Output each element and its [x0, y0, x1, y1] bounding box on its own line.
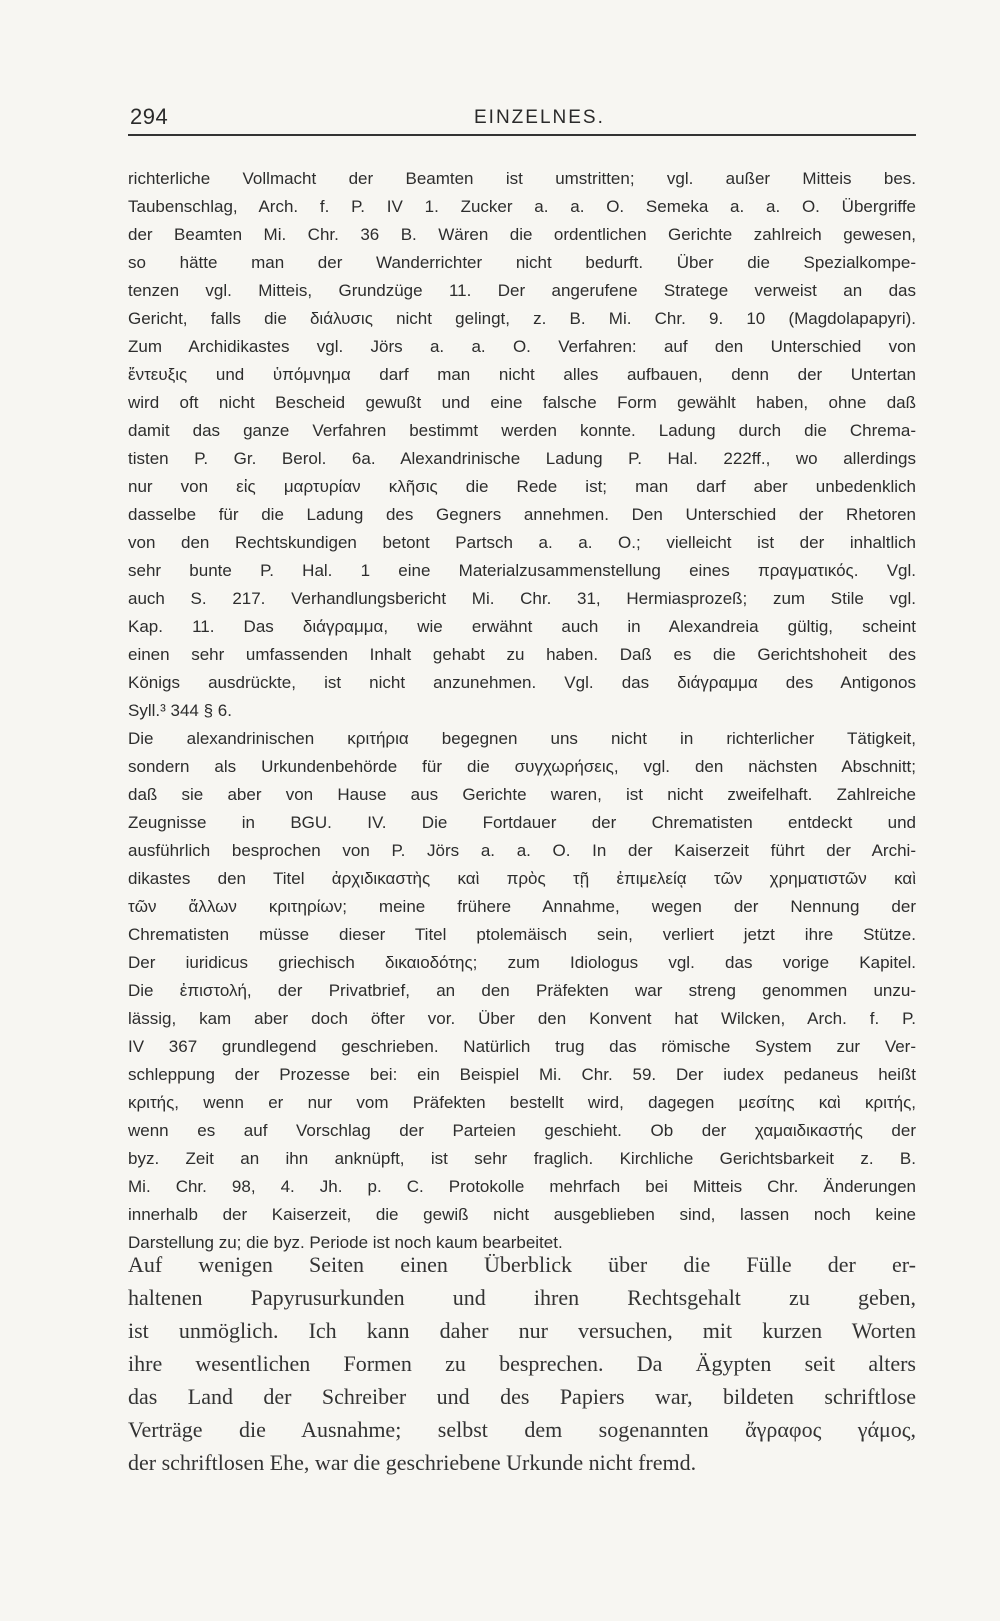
note-line: dikastes den Titel ἀρχιδικαστὴς καὶ πρὸς τῇ ἐπιμελείᾳ τῶν χρηματιστῶν καὶ [128, 869, 916, 888]
note-line: sehr bunte P. Hal. 1 eine Materialzusammenstellung eines πραγματικός. Vgl. [128, 561, 916, 580]
note-line: Chrematisten müsse dieser Titel ptolemäisch sein, verliert jetzt ihre Stütze. [128, 925, 916, 944]
note-line: κριτής, wenn er nur vom Präfekten bestellt wird, dagegen μεσίτης καὶ κριτής, [128, 1093, 916, 1112]
running-head: EINZELNES. [474, 107, 605, 128]
note-line: Mi. Chr. 98, 4. Jh. p. C. Protokolle mehrfach bei Mitteis Chr. Änderungen [128, 1177, 916, 1196]
note-line: daß sie aber von Hause aus Gerichte waren, ist nicht zweifelhaft. Zahlreiche [128, 785, 916, 804]
note-line: damit das ganze Verfahren bestimmt werden konnte. Ladung durch die Chrema- [128, 421, 916, 440]
note-line: tenzen vgl. Mitteis, Grundzüge 11. Der angerufene Stratege verweist an das [128, 281, 916, 300]
note-line: Zum Archidikastes vgl. Jörs a. a. O. Verfahren: auf den Unterschied von [128, 337, 916, 356]
body-line: das Land der Schreiber und des Papiers war, bildeten schriftlose [128, 1384, 916, 1409]
body-line: Verträge die Ausnahme; selbst dem sogenannten ἄγραφος γάμος, [128, 1417, 916, 1442]
note-line: richterliche Vollmacht der Beamten ist umstritten; vgl. außer Mitteis bes. [128, 169, 916, 188]
note-line: innerhalb der Kaiserzeit, die gewiß nicht ausgeblieben sind, lassen noch keine [128, 1205, 916, 1224]
note-line: auch S. 217. Verhandlungsbericht Mi. Chr. 31, Hermiasprozeß; zum Stile vgl. [128, 589, 916, 608]
note-line: lässig, kam aber doch öfter vor. Über den Konvent hat Wilcken, Arch. f. P. [128, 1009, 916, 1028]
note-line: Zeugnisse in BGU. IV. Die Fortdauer der Chrematisten entdeckt und [128, 813, 916, 832]
page-number: 294 [130, 104, 169, 129]
note-line: von den Rechtskundigen betont Partsch a. a. O.; vielleicht ist der inhaltlich [128, 533, 916, 552]
note-line: Königs ausdrückte, ist nicht anzunehmen. Vgl. das διάγραμμα des Antigonos [128, 673, 916, 692]
note-line: dasselbe für die Ladung des Gegners annehmen. Den Unterschied der Rhetoren [128, 505, 916, 524]
note-line: schleppung der Prozesse bei: ein Beispiel Mi. Chr. 59. Der iudex pedaneus heißt [128, 1065, 916, 1084]
note-line: Syll.³ 344 § 6. [128, 701, 232, 720]
note-line: Taubenschlag, Arch. f. P. IV 1. Zucker a. a. O. Semeka a. a. O. Übergriffe [128, 197, 916, 216]
body-line: ihre wesentlichen Formen zu besprechen. Da Ägypten seit alters [128, 1351, 916, 1376]
body-paragraph [128, 1248, 916, 1479]
note-line: tisten P. Gr. Berol. 6a. Alexandrinische Ladung P. Hal. 222ff., wo allerdings [128, 449, 916, 468]
note-line: wird oft nicht Bescheid gewußt und eine falsche Form gewählt haben, ohne daß [128, 393, 916, 412]
note-line: nur von εἰς μαρτυρίαν κλῆσις die Rede ist; man darf aber unbedenklich [128, 477, 916, 496]
note-line: Die ἐπιστολή, der Privatbrief, an den Präfekten war streng genommen unzu- [128, 981, 916, 1000]
note-line: Die alexandrinischen κριτήρια begegnen uns nicht in richterlicher Tätigkeit, [128, 729, 916, 748]
note-line: wenn es auf Vorschlag der Parteien geschieht. Ob der χαμαιδικαστής der [128, 1121, 916, 1140]
note-line: ἔντευξις und ὑπόμνημα darf man nicht alles aufbauen, denn der Untertan [128, 365, 916, 384]
footnote-block [128, 165, 916, 1257]
body-line: haltenen Papyrusurkunden und ihren Rechtsgehalt zu geben, [128, 1285, 916, 1310]
note-line: einen sehr umfassenden Inhalt gehabt zu haben. Daß es die Gerichtshoheit des [128, 645, 916, 664]
note-line: sondern als Urkundenbehörde für die συγχωρήσεις, vgl. den nächsten Abschnitt; [128, 757, 916, 776]
page-header [128, 104, 916, 136]
note-line: byz. Zeit an ihn anknüpft, ist sehr fraglich. Kirchliche Gerichtsbarkeit z. B. [128, 1149, 916, 1168]
note-line: so hätte man der Wanderrichter nicht bedurft. Über die Spezialkompe- [128, 253, 916, 272]
note-line: Kap. 11. Das διάγραμμα, wie erwähnt auch in Alexandreia gültig, scheint [128, 617, 916, 636]
body-line: ist unmöglich. Ich kann daher nur versuchen, mit kurzen Worten [128, 1318, 916, 1343]
note-line: Der iuridicus griechisch δικαιοδότης; zum Idiologus vgl. das vorige Kapitel. [128, 953, 916, 972]
body-line: Auf wenigen Seiten einen Überblick über die Fülle der er- [128, 1252, 916, 1277]
note-line: IV 367 grundlegend geschrieben. Natürlich trug das römische System zur Ver- [128, 1037, 916, 1056]
body-line: der schriftlosen Ehe, war die geschriebene Urkunde nicht fremd. [128, 1450, 697, 1475]
note-line: der Beamten Mi. Chr. 36 B. Wären die ordentlichen Gerichte zahlreich gewesen, [128, 225, 916, 244]
note-line: ausführlich besprochen von P. Jörs a. a. O. In der Kaiserzeit führt der Archi- [128, 841, 916, 860]
note-line: τῶν ἄλλων κριτηρίων; meine frühere Annahme, wegen der Nennung der [128, 897, 916, 916]
note-line: Darstellung zu; die byz. Periode ist noch kaum bearbeitet. [128, 1233, 563, 1252]
note-line: Gericht, falls die διάλυσις nicht gelingt, z. B. Mi. Chr. 9. 10 (Magdolapapyri). [128, 309, 916, 328]
